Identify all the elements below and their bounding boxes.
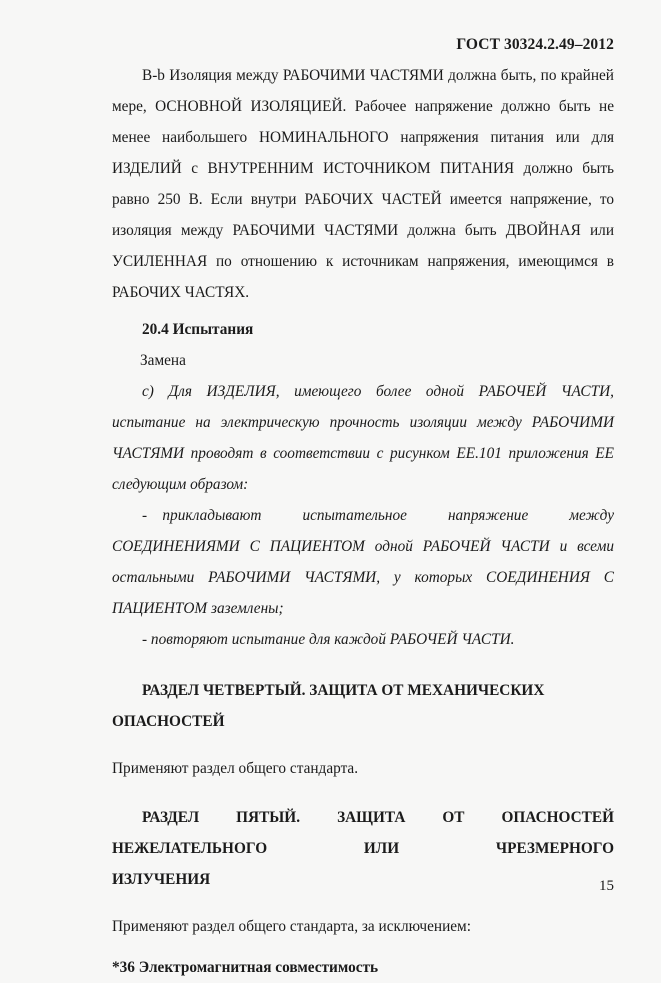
- apply-general-section-paragraph: Применяют раздел общего стандарта.: [112, 760, 359, 777]
- section-four-heading-text: РАЗДЕЛ ЧЕТВЕРТЫЙ. ЗАЩИТА ОТ МЕХАНИЧЕСКИХ: [142, 682, 545, 699]
- section-five-word-chrezmernogo: ЧРЕЗМЕРНОГО: [495, 840, 614, 857]
- spacer: [112, 784, 614, 802]
- dash-item-repeat-test: - повторяют испытание для каждой РАБОЧЕЙ ЧАСТИ.: [142, 631, 515, 648]
- section-four-heading-line-2: ОПАСНОСТЕЙ: [112, 713, 225, 730]
- section-five-heading-line-3: ИЗЛУЧЕНИЯ: [112, 871, 211, 888]
- section-five-word-ot: ОТ: [442, 809, 465, 826]
- section-five-word-ili: ИЛИ: [363, 840, 400, 857]
- spacer: [112, 655, 614, 675]
- spacer: [112, 895, 614, 911]
- clause-heading-20-4: 20.4 Испытания: [142, 321, 254, 338]
- spacer: [112, 942, 614, 952]
- section-five-word-opasnostey: ОПАСНОСТЕЙ: [501, 809, 614, 826]
- paragraph-bb-insulation: B-b Изоляция между РАБОЧИМИ ЧАСТЯМИ должна быть, по крайней мере, ОСНОВНОЙ ИЗОЛЯЦИЕЙ. Рабочее напряжение должно быть не менее наибольшего НОМИНАЛЬНОГО напряжения питания или для ИЗДЕЛИЙ с ВНУТРЕННИМ ИСТОЧНИКОМ ПИТАНИЯ должно быть равно 250 В. Если внутри РАБОЧИХ ЧАСТЕЙ имеется напряжение, то изоляция между РАБОЧИМИ ЧАСТЯМИ должна быть ДВОЙНАЯ или УСИЛЕННАЯ по отношению к источникам напряжения, имеющимся в РАБОЧИХ ЧАСТЯХ.: [112, 67, 614, 301]
- section-five-heading-line-2: [112, 833, 614, 864]
- section-five-word-zashchita: ЗАЩИТА: [337, 809, 406, 826]
- section-five-word-razdel: РАЗДЕЛ: [142, 809, 200, 826]
- section-four-heading-line-1: [112, 675, 614, 706]
- section-five-word-pyatyy: ПЯТЫЙ.: [236, 809, 301, 826]
- page-number: 15: [599, 878, 614, 894]
- section-five-heading-line-1: [112, 802, 614, 833]
- clause-20-4-replacement-label: Замена: [140, 352, 186, 369]
- page-header-standard-number: ГОСТ 30324.2.49–2012: [456, 36, 614, 53]
- page-content: [112, 60, 614, 983]
- item-c-paragraph: c) Для ИЗДЕЛИЯ, имеющего более одной РАБОЧЕЙ ЧАСТИ, испытание на электрическую прочность изоляции между РАБОЧИМИ ЧАСТЯМИ проводят в соответствии с рисунком ЕЕ.101 приложения ЕЕ следующим образом:: [112, 383, 614, 493]
- spacer: [112, 737, 614, 753]
- apply-general-section-except-paragraph: Применяют раздел общего стандарта, за исключением:: [112, 918, 471, 935]
- dash-item-apply-test-voltage: - прикладывают испытательное напряжение между СОЕДИНЕНИЯМИ С ПАЦИЕНТОМ одной РАБОЧЕЙ ЧАСТИ и всеми остальными РАБОЧИМИ ЧАСТЯМИ, у которых СОЕДИНЕНИЯ С ПАЦИЕНТОМ заземлены;: [112, 507, 614, 617]
- clause-heading-36-emc: *36 Электромагнитная совместимость: [112, 959, 379, 976]
- section-five-word-nezhelatelnogo: НЕЖЕЛАТЕЛЬНОГО: [112, 840, 268, 857]
